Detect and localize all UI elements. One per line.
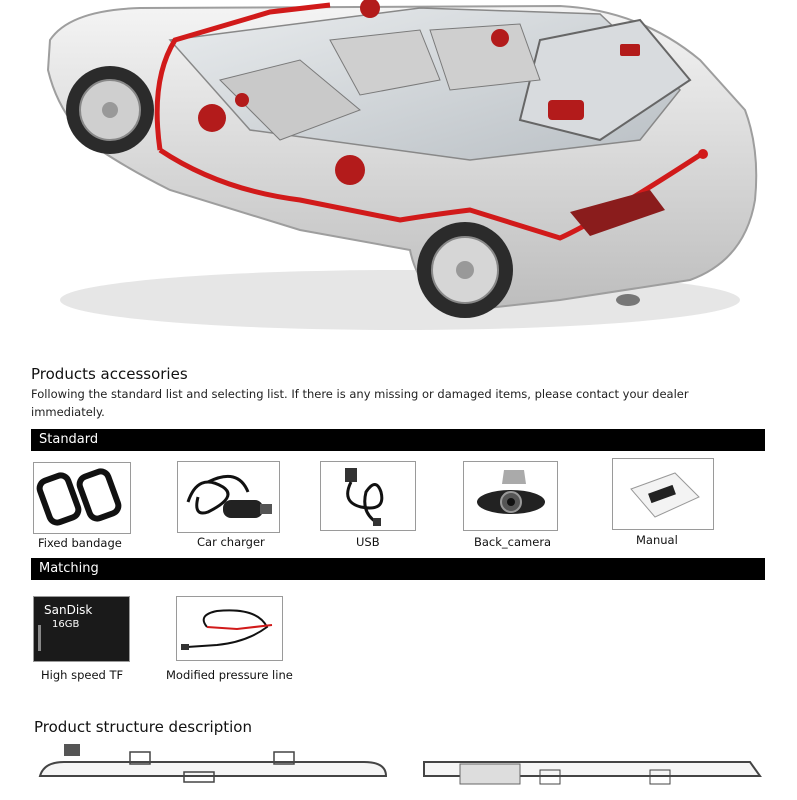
accessories-intro: Following the standard list and selecting list. If there is any missing or damaged items, please contact your dealer immediately.	[31, 387, 689, 419]
matching-bar: Matching	[31, 558, 765, 580]
sd-card-brand: SanDisk	[44, 603, 93, 617]
item-label: USB	[356, 535, 380, 549]
sd-card-capacity: 16GB	[52, 619, 80, 630]
car-icon	[0, 0, 797, 342]
sd-card-icon	[33, 596, 130, 662]
manual-booklet-icon	[612, 458, 714, 530]
usb-cable-icon	[320, 461, 416, 531]
rubber-strap-icon	[33, 462, 131, 534]
rear-camera-icon	[463, 461, 558, 531]
car-charger-icon	[177, 461, 280, 533]
item-label: Fixed bandage	[38, 536, 122, 550]
card-stripe	[38, 625, 41, 651]
item-label: Manual	[636, 533, 678, 547]
structure-title: Product structure description	[34, 718, 252, 736]
item-label: Car charger	[197, 535, 265, 549]
power-cable-icon	[176, 596, 283, 661]
item-label: High speed TF	[41, 668, 124, 682]
item-label: Modified pressure line	[166, 668, 293, 682]
standard-bar: Standard	[31, 429, 765, 451]
mirror-front-diagram	[34, 740, 394, 800]
accessories-title: Products accessories	[31, 365, 188, 383]
mirror-back-diagram	[420, 740, 770, 800]
item-label: Back_camera	[474, 535, 552, 549]
car-wiring-illustration	[0, 0, 797, 342]
